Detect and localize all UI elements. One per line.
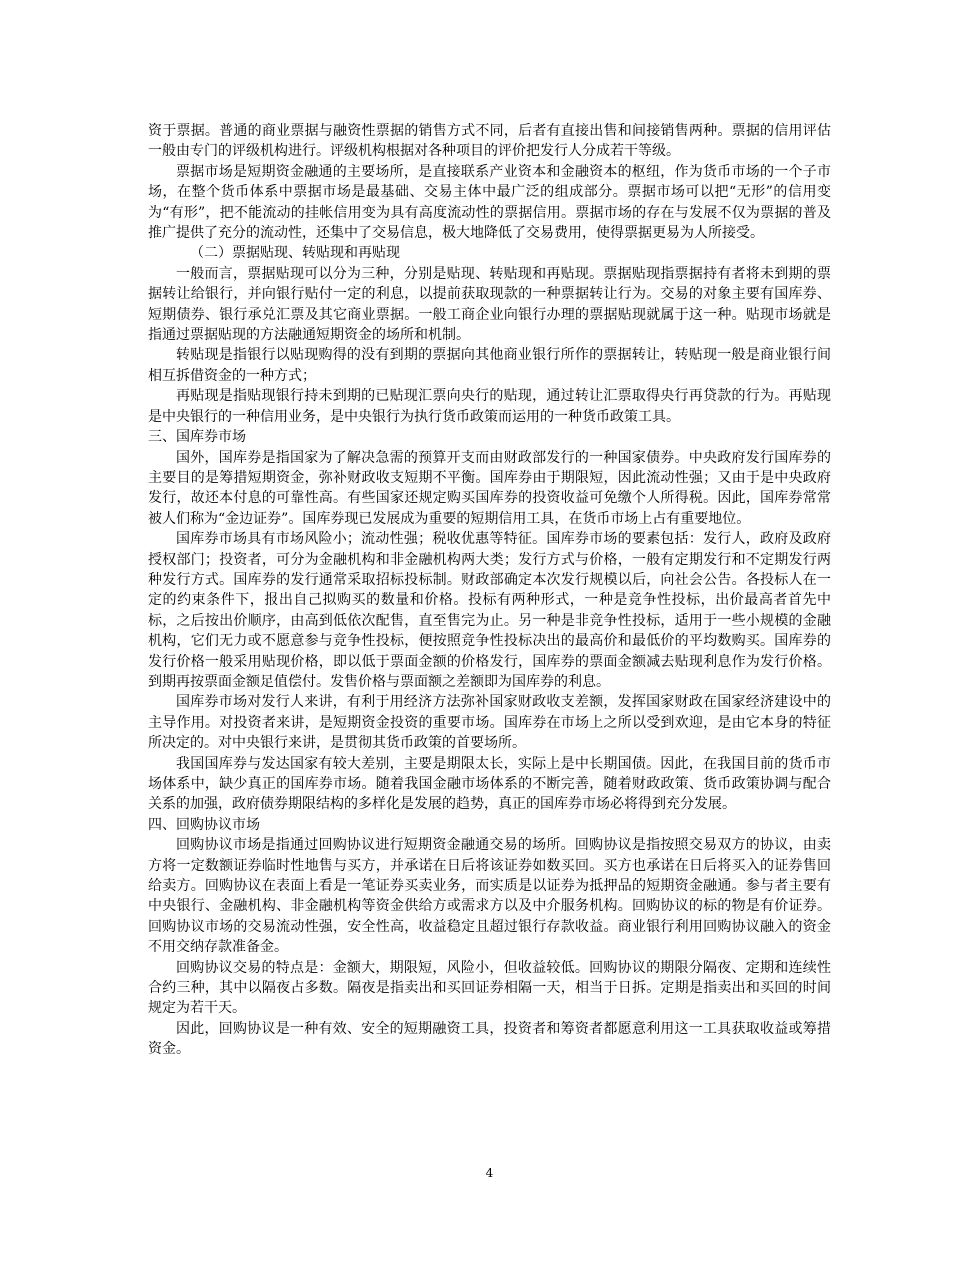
section-heading: 四、回购协议市场 [148,816,260,833]
paragraph: 回购协议交易的特点是：金额大，期限短，风险小，但收益较低。回购协议的期限分隔夜、定期和连续性合约三种，其中以隔夜占多数。隔夜是指卖出和买回证券相隔一天，相当于日拆。定期是指卖出和买回的时间规定为若干天。 [148,959,831,1017]
section-heading: 三、国库券市场 [148,429,246,446]
section-subheading: （二）票据贴现、转贴现和再贴现 [190,245,400,262]
paragraph: 国外，国库券是指国家为了解决急需的预算开支而由财政部发行的一种国家债券。中央政府发行国库券的主要目的是筹措短期资金，弥补财政收支短期不平衡。国库券由于期限短，因此流动性强；又由于是中央政府发行，故还本付息的可靠性高。有些国家还规定购买国库券的投资收益可免缴个人所得税。因此，国库券常常被人们称为“金边证券”。国库券现已发展成为重要的短期信用工具，在货币市场上占有重要地位。 [148,449,831,527]
page-body [148,121,831,1060]
paragraph: 我国国库券与发达国家有较大差别，主要是期限太长，实际上是中长期国债。因此，在我国目前的货币市场体系中，缺少真正的国库券市场。随着我国金融市场体系的不断完善，随着财政政策、货币政策协调与配合关系的加强，政府债券期限结构的多样化是发展的趋势，真正的国库券市场必将得到充分发展。 [148,755,831,813]
paragraph: 再贴现是指贴现银行持未到期的已贴现汇票向央行的贴现，通过转让汇票取得央行再贷款的行为。再贴现是中央银行的一种信用业务，是中央银行为执行货币政策而运用的一种货币政策工具。 [148,388,831,425]
paragraph: 票据市场是短期资金融通的主要场所，是直接联系产业资本和金融资本的枢纽，作为货币市场的一个子市场，在整个货币体系中票据市场是最基础、交易主体中最广泛的组成部分。票据市场可以把“无形”的信用变为“有形”，把不能流动的挂帐信用变为具有高度流动性的票据信用。票据市场的存在与发展不仅为票据的普及推广提供了充分的流动性，还集中了交易信息，极大地降低了交易费用，使得票据更易为人所接受。 [148,163,831,242]
paragraph: 转贴现是指银行以贴现购得的没有到期的票据向其他商业银行所作的票据转让，转贴现一般是商业银行间相互拆借资金的一种方式； [148,347,831,384]
paragraph: 一般而言，票据贴现可以分为三种，分别是贴现、转贴现和再贴现。票据贴现指票据持有者将未到期的票据转让给银行，并向银行贴付一定的利息，以提前获取现款的一种票据转让行为。交易的对象主要有国库券、短期债券、银行承兑汇票及其它商业票据。一般工商企业向银行办理的票据贴现就属于这一种。贴现市场就是指通过票据贴现的方法融通短期资金的场所和机制。 [148,265,831,344]
paragraph: 国库券市场具有市场风险小；流动性强；税收优惠等特征。国库券市场的要素包括：发行人，政府及政府授权部门；投资者，可分为金融机构和非金融机构两大类；发行方式与价格，一般有定期发行和不定期发行两种发行方式。国库券的发行通常采取招标投标制。财政部确定本次发行规模以后，向社会公告。各投标人在一定的约束条件下，报出自己拟购买的数量和价格。投标有两种形式，一种是竞争性投标，出价最高者首先中标，之后按出价顺序，由高到低依次配售，直至售完为止。另一种是非竞争性投标，适用于一些小规模的金融机构，它们无力或不愿意参与竞争性投标，便按照竞争性投标决出的最高价和最低价的平均数购买。国库券的发行价格一般采用贴现价格，即以低于票面金额的价格发行，国库券的票面金额减去贴现利息作为发行价格。到期再按票面金额足值偿付。发售价格与票面额之差额即为国库券的利息。 [148,531,831,690]
paragraph: 国库券市场对发行人来讲，有利于用经济方法弥补国家财政收支差额，发挥国家财政在国家经济建设中的主导作用。对投资者来讲，是短期资金投资的重要市场。国库券在市场上之所以受到欢迎，是由它本身的特征所决定的。对中央银行来讲，是贯彻其货币政策的首要场所。 [148,694,831,752]
paragraph: 资于票据。普通的商业票据与融资性票据的销售方式不同，后者有直接出售和间接销售两种。票据的信用评估一般由专门的评级机构进行。评级机构根据对各种项目的评价把发行人分成若干等级。 [148,123,831,160]
paragraph: 回购协议市场是指通过回购协议进行短期资金融通交易的场所。回购协议是指按照交易双方的协议，由卖方将一定数额证券临时性地售与买方，并承诺在日后将该证券如数买回。买方也承诺在日后将买入的证券售回给卖方。回购协议在表面上看是一笔证券买卖业务，而实质是以证券为抵押品的短期资金融通。参与者主要有中央银行、金融机构、非金融机构等资金供给方或需求方以及中介服务机构。回购协议的标的物是有价证券。回购协议市场的交易流动性强，安全性高，收益稳定且超过银行存款收益。商业银行利用回购协议融入的资金不用交纳存款准备金。 [148,837,831,956]
page-number: 4 [485,1166,494,1180]
paragraph: 因此，回购协议是一种有效、安全的短期融资工具，投资者和筹资者都愿意利用这一工具获取收益或筹措资金。 [148,1020,831,1058]
